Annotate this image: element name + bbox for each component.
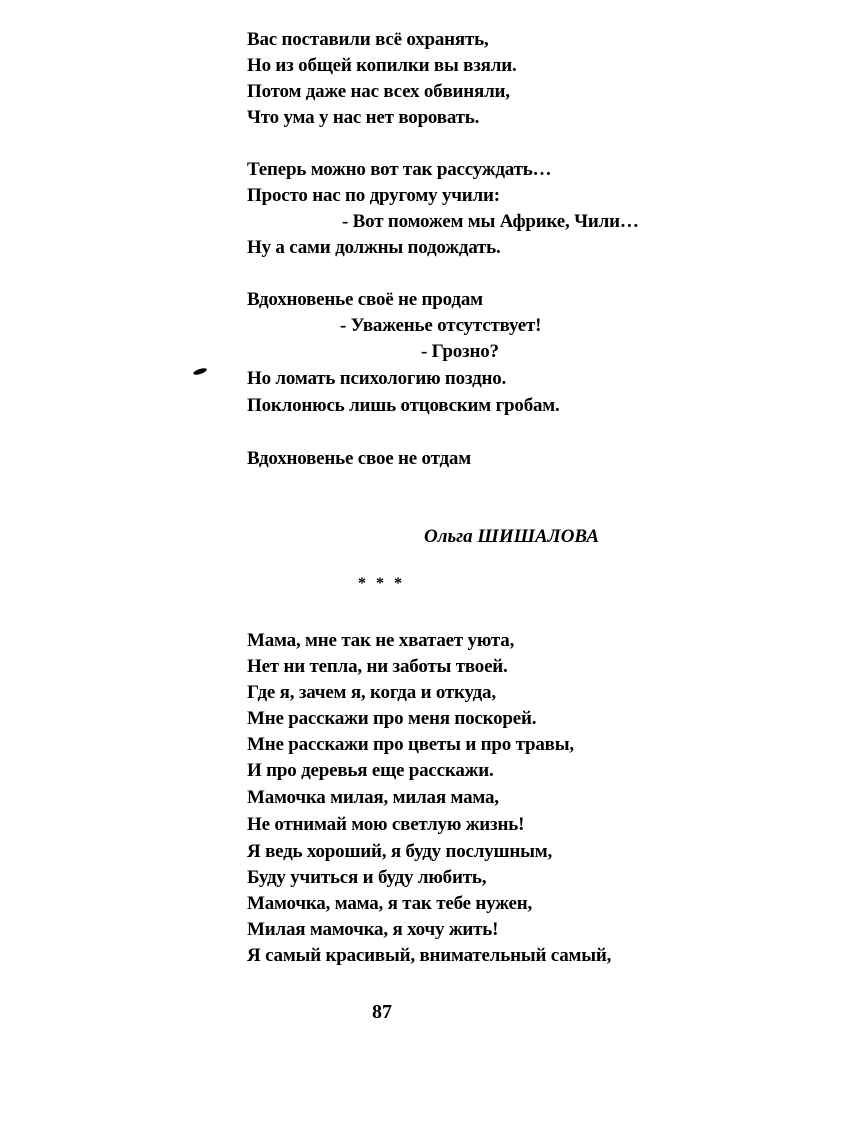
author-name: Ольга ШИШАЛОВА: [424, 526, 600, 547]
poem-line: Поклонюсь лишь отцовским гробам.: [247, 395, 560, 416]
poem-line: - Вот поможем мы Африке, Чили…: [342, 211, 639, 232]
poem-line: Мамочка милая, милая мама,: [247, 787, 499, 808]
poem-line: Я самый красивый, внимательный самый,: [247, 945, 612, 966]
poem-line: Мама, мне так не хватает уюта,: [247, 630, 515, 651]
poem-line: - Уваженье отсутствует!: [340, 315, 542, 336]
poem-line: - Грозно?: [421, 341, 499, 362]
poem-separator: * * *: [358, 575, 405, 592]
poem-line: Но из общей копилки вы взяли.: [247, 55, 517, 76]
poem-line: Мамочка, мама, я так тебе нужен,: [247, 893, 533, 914]
poem-line: Мне расскажи про меня поскорей.: [247, 708, 537, 729]
poem-line: Но ломать психологию поздно.: [247, 368, 507, 389]
poem-line: Потом даже нас всех обвиняли,: [247, 81, 510, 102]
poem-line: Теперь можно вот так рассуждать…: [247, 159, 552, 180]
poem-line: Просто нас по другому учили:: [247, 185, 500, 206]
poem-line: Что ума у нас нет воровать.: [247, 107, 480, 128]
page-number: 87: [372, 1001, 392, 1023]
poem-line: Ну а сами должны подождать.: [247, 237, 501, 258]
poem-line: Где я, зачем я, когда и откуда,: [247, 682, 496, 703]
poem-line: Нет ни тепла, ни заботы твоей.: [247, 656, 508, 677]
poem-line: И про деревья еще расскажи.: [247, 760, 494, 781]
poem-closing-line: Вдохновенье свое не отдам: [247, 448, 471, 469]
poem-line: Вдохновенье своё не продам: [247, 289, 483, 310]
poem-line: Вас поставили всё охранять,: [247, 29, 489, 50]
poem-line: Буду учиться и буду любить,: [247, 867, 487, 888]
poem-line: Я ведь хороший, я буду послушным,: [247, 841, 553, 862]
poem-line: Не отнимай мою светлую жизнь!: [247, 814, 525, 835]
poem-line: Милая мамочка, я хочу жить!: [247, 919, 499, 940]
ink-smudge: [193, 367, 208, 376]
poem-line: Мне расскажи про цветы и про травы,: [247, 734, 574, 755]
